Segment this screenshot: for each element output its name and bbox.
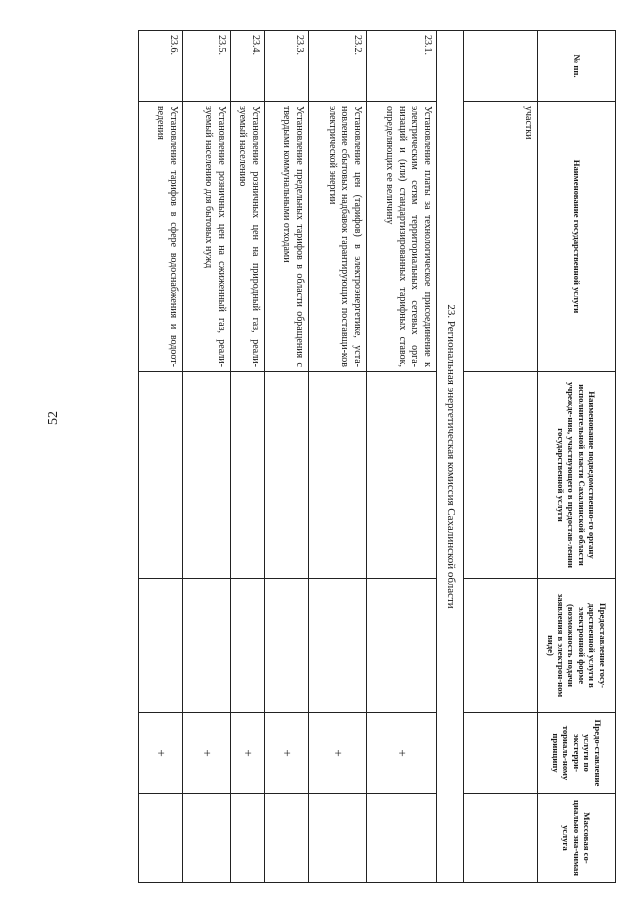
row-num: 23.3.: [265, 31, 309, 102]
row-electronic: [309, 579, 367, 713]
header-service-name: Наименование государственной услуги: [538, 102, 616, 372]
row-extraterritorial: +: [309, 713, 367, 794]
row-service-name: Установление цен (тарифов) в электроэнергетике, уста-новление сбытовых надбавок гарантирующих поставщи-ков электрической энергии: [309, 102, 367, 372]
table-row: [183, 31, 231, 883]
section-row: [437, 31, 464, 883]
page-number: 52: [46, 411, 61, 425]
section-title: 23. Региональная энергетическая комиссия Сахалинской области: [437, 31, 464, 883]
table-row: [367, 31, 437, 883]
header-mass-service: Массовая со-циально зна-чимая услуга: [538, 794, 616, 883]
row-body: [231, 372, 265, 579]
header-extraterritorial: Предо-ставление услуги по экстерри-ториаль-ному принципу: [538, 713, 616, 794]
carry-over-row: [464, 31, 538, 883]
row-extraterritorial: +: [139, 713, 183, 794]
row-body: [265, 372, 309, 579]
row-mass: [309, 794, 367, 883]
row-electronic: [367, 579, 437, 713]
table-row: [139, 31, 183, 883]
row-extraterritorial: +: [231, 713, 265, 794]
row-body: [309, 372, 367, 579]
row-mass: [183, 794, 231, 883]
row-extraterritorial: +: [367, 713, 437, 794]
row-service-name: Установление предельных тарифов в области обращения с твердыми коммунальными отходами: [265, 102, 309, 372]
header-subordinate-body: Наименование подведомственно-го органу исполнительной власти Сахалинской области учрежде-ния, участвующего в предостав-лении государственной услуги: [538, 372, 616, 579]
row-service-name: Установление тарифов в сфере водоснабжения и водоот-ведения: [139, 102, 183, 372]
row-body: [183, 372, 231, 579]
row-mass: [231, 794, 265, 883]
table-row: [231, 31, 265, 883]
row-service-name: Установление платы за технологическое присоединение к электрическим сетям территориальных сетевых орга-низаций и (или) стандартизированных тарифных ставок, определяющих ее величину: [367, 102, 437, 372]
row-num: 23.4.: [231, 31, 265, 102]
row-num: 23.2.: [309, 31, 367, 102]
row-mass: [367, 794, 437, 883]
row-mass: [139, 794, 183, 883]
services-table: [138, 30, 616, 883]
row-num: 23.6.: [139, 31, 183, 102]
carry-over-num: [464, 31, 538, 102]
row-extraterritorial: +: [183, 713, 231, 794]
rotated-page: [96, 30, 616, 882]
table-row: [309, 31, 367, 883]
row-body: [367, 372, 437, 579]
header-num: № пп.: [538, 31, 616, 102]
row-extraterritorial: +: [265, 713, 309, 794]
row-electronic: [183, 579, 231, 713]
row-mass: [265, 794, 309, 883]
row-num: 23.1.: [367, 31, 437, 102]
row-electronic: [231, 579, 265, 713]
header-row: [538, 31, 616, 883]
row-electronic: [139, 579, 183, 713]
table-row: [265, 31, 309, 883]
row-service-name: Установление розничных цен на сжиженный газ, реали-зуемый населению для бытовых нужд: [183, 102, 231, 372]
row-num: 23.5.: [183, 31, 231, 102]
header-electronic-form: Предоставление госу-дарственной услуги в электронной форме (возможность подачи заявления в электрон-ном виде): [538, 579, 616, 713]
row-service-name: Установление розничных цен на природный газ, реали-зуемый населению: [231, 102, 265, 372]
row-electronic: [265, 579, 309, 713]
carry-over-text: участки: [464, 102, 538, 372]
row-body: [139, 372, 183, 579]
